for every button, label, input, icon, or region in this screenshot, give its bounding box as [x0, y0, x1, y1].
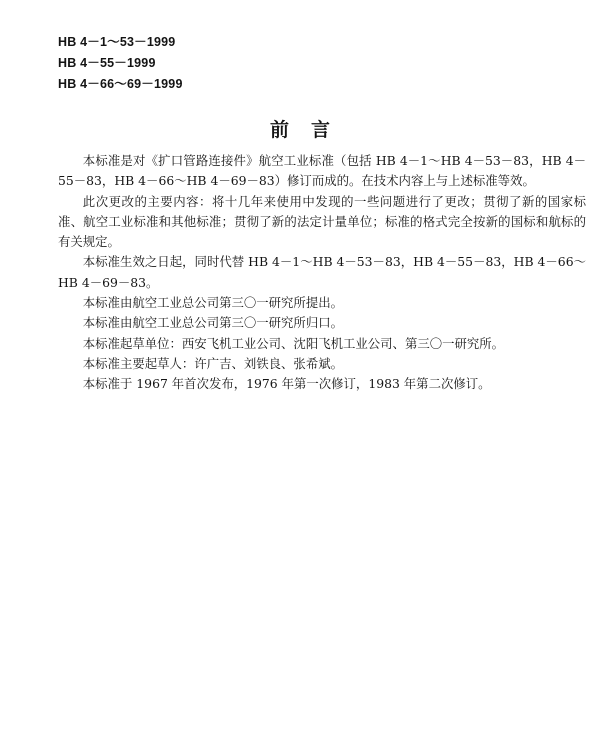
paragraph-drafting-units: 本标准起草单位：西安飞机工业公司、沈阳飞机工业公司、第三〇一研究所。 [82, 335, 505, 351]
paragraph-revision-basis: 本标准是对《扩口管路连接件》航空工业标准（包括 HB 4－1～HB 4－53－83，HB 4－55－83，HB 4－66～HB 4－69－83）修订而成的。在技术内容上与上述标准等效。 [58, 153, 586, 189]
standard-code-line: HB 4－66～69－1999 [58, 77, 183, 91]
paragraph-drafters: 本标准主要起草人：许广吉、刘铁良、张希斌。 [82, 355, 343, 371]
paragraph-main-changes: 此次更改的主要内容：将十几年来使用中发现的一些问题进行了更改；贯彻了新的国家标准、航空工业标准和其他标准；贯彻了新的法定计量单位；标准的格式完全按新的国标和航标的有关规定。 [58, 193, 586, 250]
page-title: 前言 [269, 119, 352, 141]
standard-code-line: HB 4－1～53－1999 [58, 35, 176, 49]
standard-codes [58, 32, 183, 95]
foreword-body [58, 151, 586, 395]
standard-code-line: HB 4－55－1999 [58, 56, 156, 70]
paragraph-replacement: 本标准生效之日起，同时代替 HB 4－1～HB 4－53－83，HB 4－55－83，HB 4－66～HB 4－69－83。 [58, 254, 586, 290]
paragraph-centralized-by: 本标准由航空工业总公司第三〇一研究所归口。 [82, 315, 343, 331]
paragraph-history: 本标准于 1967 年首次发布，1976 年第一次修订，1983 年第二次修订。 [82, 376, 491, 392]
paragraph-proposed-by: 本标准由航空工业总公司第三〇一研究所提出。 [82, 295, 343, 311]
